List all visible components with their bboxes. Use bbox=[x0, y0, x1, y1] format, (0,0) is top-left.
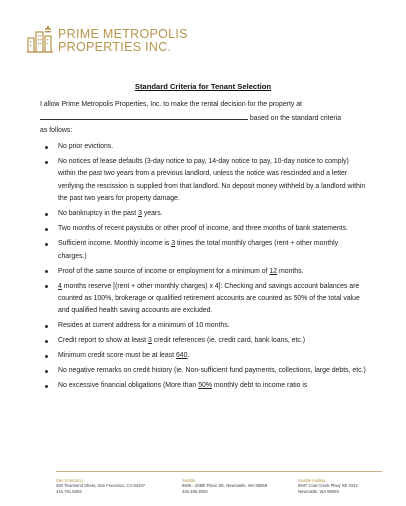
criteria-value: 640 bbox=[175, 352, 188, 360]
criteria-text-post: . bbox=[187, 352, 190, 360]
criteria-item bbox=[58, 141, 368, 153]
criteria-item bbox=[58, 266, 368, 278]
footer-location: San Francisco bbox=[56, 478, 83, 483]
criteria-item bbox=[58, 320, 368, 332]
criteria-item bbox=[58, 365, 368, 377]
document-title: Standard Criteria for Tenant Selection bbox=[134, 82, 272, 91]
footer-office-sf bbox=[56, 478, 145, 494]
criteria-text-post: credit references (ie. credit card, bank loans, etc.) bbox=[151, 337, 306, 345]
company-name bbox=[58, 28, 188, 54]
intro-line-2 bbox=[40, 112, 370, 126]
criteria-text-pre: No bankruptcy in the past bbox=[58, 210, 139, 218]
criteria-item bbox=[58, 380, 368, 392]
footer-location: Seattle bbox=[182, 478, 196, 483]
bullet-icon bbox=[45, 161, 48, 164]
criteria-text-post: months reserve [(rent + other monthly charges) x 4]: Checking and savings account balances are counted as 100%, brokerage or qualified retirement accounts are counted as 50% of the total value and qualified health saving accounts are excluded. bbox=[58, 282, 360, 315]
bullet-icon bbox=[45, 243, 48, 246]
footer-location: Seattle mailing bbox=[298, 478, 326, 483]
criteria-text-post: times the total monthly charges (rent + other monthly charges.) bbox=[58, 240, 339, 260]
footer-address: 6947 Coal Creek Pkwy SE #242 bbox=[298, 483, 358, 489]
bullet-icon bbox=[45, 213, 48, 216]
footer-office-mailing bbox=[298, 478, 358, 494]
footer-divider bbox=[56, 471, 382, 472]
footer-phone: 415.751.5003 bbox=[56, 488, 82, 494]
property-address-blank[interactable] bbox=[40, 112, 248, 120]
bullet-icon bbox=[45, 146, 48, 149]
criteria-value: 3 bbox=[171, 240, 176, 248]
criteria-text: No negative remarks on credit history (ie. Non-sufficient fund payments, collections, large debts, etc.) bbox=[58, 367, 366, 375]
company-logo bbox=[26, 22, 246, 54]
criteria-item bbox=[58, 156, 368, 206]
criteria-text-pre: Minimum credit score must be at least bbox=[58, 352, 176, 360]
criteria-item bbox=[58, 208, 368, 220]
criteria-item bbox=[58, 223, 368, 235]
footer-phone: 425.466.3003 bbox=[182, 488, 208, 494]
intro-line-3: as follows: bbox=[40, 127, 73, 134]
criteria-item bbox=[58, 281, 368, 318]
criteria-text: Two months of recent paystubs or other proof of income, and three months of bank statements. bbox=[58, 225, 348, 233]
criteria-value: 4 bbox=[58, 282, 62, 290]
criteria-value: 3 bbox=[148, 337, 152, 345]
bullet-icon bbox=[45, 228, 48, 231]
bullet-icon bbox=[45, 285, 48, 288]
criteria-value: 50% bbox=[198, 382, 212, 390]
criteria-text-pre: Proof of the same source of income or employment for a minimum of bbox=[58, 267, 270, 275]
bullet-icon bbox=[45, 325, 48, 328]
footer-city: Newcastle, WA 98059 bbox=[298, 488, 339, 494]
criteria-text-post: monthly debt to income ratio is bbox=[211, 382, 308, 390]
footer-office-seattle bbox=[182, 478, 267, 494]
bullet-icon bbox=[45, 270, 48, 273]
criteria-item bbox=[58, 238, 368, 263]
criteria-text-post: months. bbox=[277, 267, 304, 275]
criteria-list bbox=[58, 141, 368, 395]
intro-paragraph bbox=[40, 99, 370, 138]
bullet-icon bbox=[45, 385, 48, 388]
criteria-value: 3 bbox=[138, 210, 142, 218]
criteria-text-post: years. bbox=[141, 210, 163, 218]
criteria-text-pre: No excessive financial obligations (More than bbox=[58, 382, 199, 390]
criteria-item bbox=[58, 335, 368, 347]
footer-address: 450 Townsend Street, San Francisco, CA 94107 bbox=[56, 483, 146, 489]
criteria-item bbox=[58, 350, 368, 362]
company-name-line1: PRIME METROPOLIS bbox=[58, 27, 188, 41]
criteria-text-pre: Sufficient income. Monthly income is bbox=[58, 240, 172, 248]
company-name-line2: PROPERTIES INC. bbox=[58, 40, 172, 54]
bullet-icon bbox=[45, 355, 48, 358]
intro-line-2-text: based on the standard criteria bbox=[249, 114, 342, 122]
building-skyline-logo-icon bbox=[26, 24, 54, 54]
footer-address: 8606 - 208th Place SE, Newcastle, WA 98059 bbox=[182, 483, 268, 489]
criteria-value: 12 bbox=[269, 267, 278, 275]
criteria-text: Resides at current address for a minimum of 10 months. bbox=[58, 322, 230, 330]
criteria-text: No notices of lease defaults (3-day notice to pay, 14-day notice to pay, 10-day notice to comply) within the past two years from a previous landlord, unless the notice was rescinded and a letter verifying the rescission is supplied from that landlord. No deposit money withheld by a landlord within the past two years for property damage. bbox=[58, 158, 366, 203]
criteria-text-pre: Credit report to show at least bbox=[58, 337, 149, 345]
bullet-icon bbox=[45, 370, 48, 373]
bullet-icon bbox=[45, 340, 48, 343]
criteria-text: No prior evictions. bbox=[58, 143, 114, 150]
intro-line-1: I allow Prime Metropolis Properties, Inc. to make the rental decision for the property at bbox=[40, 101, 302, 108]
